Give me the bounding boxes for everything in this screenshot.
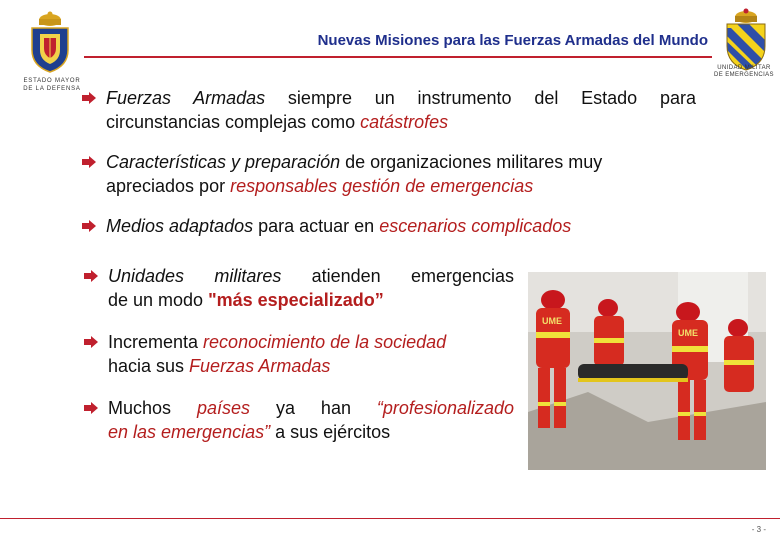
bullet-line	[106, 174, 696, 198]
bullet-item	[108, 396, 514, 444]
bullet-text-segment: de organizaciones militares muy	[340, 152, 603, 172]
vest-label-right: UME	[678, 328, 698, 338]
bullet-text-segment: países	[196, 398, 251, 418]
bullet-line	[108, 420, 514, 444]
bullet-text-segment: circunstancias complejas como	[106, 112, 361, 132]
bullet-item	[106, 86, 696, 134]
bullet-line	[108, 354, 514, 378]
page-number: - 3 -	[751, 525, 766, 534]
rescue-photo	[528, 272, 766, 470]
bullet-text-segment: siempre un instrumento del Estado para	[265, 88, 696, 108]
bullet-text-segment: de un modo	[108, 290, 209, 310]
bullet-line	[106, 86, 696, 110]
estado-mayor-crest-icon	[26, 10, 74, 74]
ume-crest-icon	[723, 8, 769, 72]
bullet-text-segment: catástrofes	[360, 112, 449, 132]
bullet-text-segment: responsables gestión de emergencias	[230, 176, 534, 196]
bullet-text-segment: atienden emergencias	[281, 266, 515, 286]
bullet-line	[106, 150, 696, 174]
ume-caption	[710, 65, 778, 79]
red-arrow-bullet-icon	[82, 220, 96, 232]
bullet-line	[106, 110, 696, 134]
bullet-text-segment: Fuerzas Armadas	[189, 356, 331, 376]
bullet-text-segment: Fuerzas Armadas	[106, 88, 266, 108]
bullet-text-segment: "más especializado”	[208, 290, 384, 310]
left-caption-line1: ESTADO MAYOR	[23, 78, 81, 84]
bullet-text-segment: reconocimiento de la sociedad	[203, 332, 447, 352]
bullet-item	[108, 330, 514, 378]
right-caption-line1: UNIDAD MILITAR	[717, 65, 771, 71]
bullet-text-segment: en las emergencias”	[108, 422, 271, 442]
bullet-item	[106, 214, 696, 238]
bullet-text-segment: Unidades militares	[108, 266, 282, 286]
estado-mayor-caption	[22, 77, 82, 93]
red-arrow-bullet-icon	[82, 156, 96, 168]
vest-label-left: UME	[542, 316, 562, 326]
bullet-item	[108, 264, 514, 312]
right-caption-line2: DE EMERGENCIAS	[714, 72, 774, 78]
red-arrow-bullet-icon	[84, 270, 98, 282]
bullet-line	[106, 214, 696, 238]
bullet-text-segment: a sus ejércitos	[270, 422, 391, 442]
slide-title: Nuevas Misiones para las Fuerzas Armadas del Mundo	[317, 32, 708, 49]
bullet-text-segment: hacia sus	[108, 356, 190, 376]
red-arrow-bullet-icon	[84, 336, 98, 348]
red-arrow-bullet-icon	[84, 402, 98, 414]
bullet-text-segment: para actuar en	[253, 216, 380, 236]
footer-divider	[0, 518, 780, 519]
bullet-text-segment: “profesionalizado	[376, 398, 515, 418]
bullet-text-segment: Muchos	[108, 398, 197, 418]
bullet-line	[108, 396, 514, 420]
left-caption-line2: DE LA DEFENSA	[23, 86, 81, 92]
bullet-text-segment: apreciados por	[106, 176, 231, 196]
bullet-text-segment: escenarios complicados	[379, 216, 572, 236]
bullet-text-segment: Características y preparación	[106, 152, 341, 172]
bullet-item	[106, 150, 696, 198]
rescue-scene-illustration	[528, 272, 766, 470]
red-arrow-bullet-icon	[82, 92, 96, 104]
bullet-text-segment: Medios adaptados	[106, 216, 254, 236]
bullet-line	[108, 288, 514, 312]
bullet-text-segment: ya han	[250, 398, 377, 418]
title-divider	[84, 56, 712, 58]
bullet-text-segment: Incrementa	[108, 332, 204, 352]
bullet-line	[108, 264, 514, 288]
bullet-line	[108, 330, 514, 354]
